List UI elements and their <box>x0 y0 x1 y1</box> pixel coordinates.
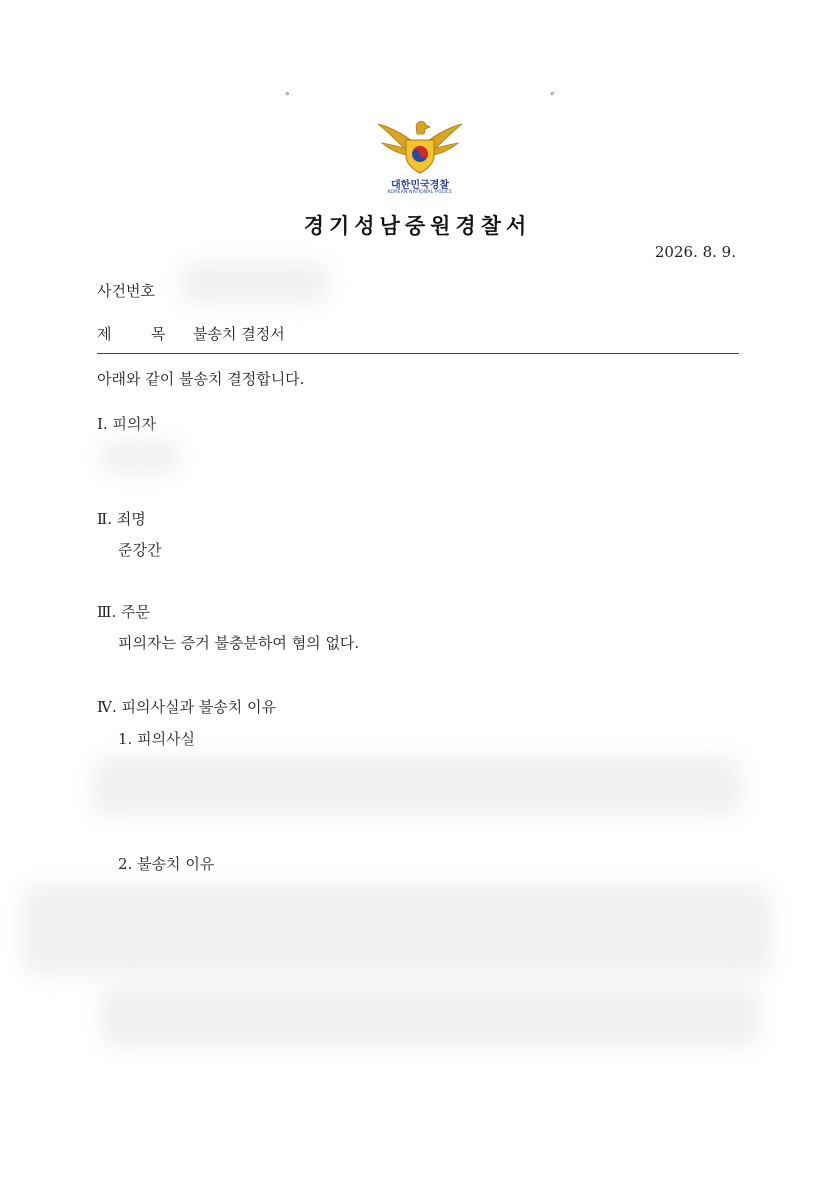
subject-label-second: 목 <box>151 325 166 343</box>
header-divider <box>97 353 739 354</box>
section-charge-heading: Ⅱ. 죄명 <box>97 510 146 528</box>
subsection-allegation-heading: 1. 피의사실 <box>118 730 196 748</box>
redacted-suspect-name <box>100 440 180 474</box>
intro-sentence: 아래와 같이 불송치 결정합니다. <box>97 370 305 388</box>
redacted-reason-text-1 <box>22 884 772 976</box>
margin-mark-left: ° <box>285 92 290 102</box>
section-reasons-heading: Ⅳ. 피의사실과 불송치 이유 <box>97 698 276 716</box>
document-date: 2026. 8. 9. <box>654 243 736 261</box>
police-emblem-icon <box>374 118 466 176</box>
redacted-reason-text-2 <box>100 985 760 1047</box>
order-value: 피의자는 증거 불충분하여 혐의 없다. <box>118 634 360 652</box>
case-number-label: 사건번호 <box>97 282 155 300</box>
section-order-heading: Ⅲ. 주문 <box>97 603 150 621</box>
margin-mark-right: ° <box>550 92 555 102</box>
redacted-allegation-text <box>92 756 742 816</box>
subject-value: 불송치 결정서 <box>193 325 285 343</box>
subsection-reason-heading: 2. 불송치 이유 <box>118 855 215 873</box>
logo-subtext: KOREAN NATIONAL POLICE <box>387 190 453 195</box>
office-title: 경기성남중원경찰서 <box>303 213 532 238</box>
redacted-case-number <box>180 262 330 304</box>
charge-value: 준강간 <box>118 541 162 559</box>
logo-wordmark: 대한민국경찰 <box>391 180 449 191</box>
subject-label-first: 제 <box>97 325 112 343</box>
section-suspect-heading: Ⅰ. 피의자 <box>97 415 156 433</box>
